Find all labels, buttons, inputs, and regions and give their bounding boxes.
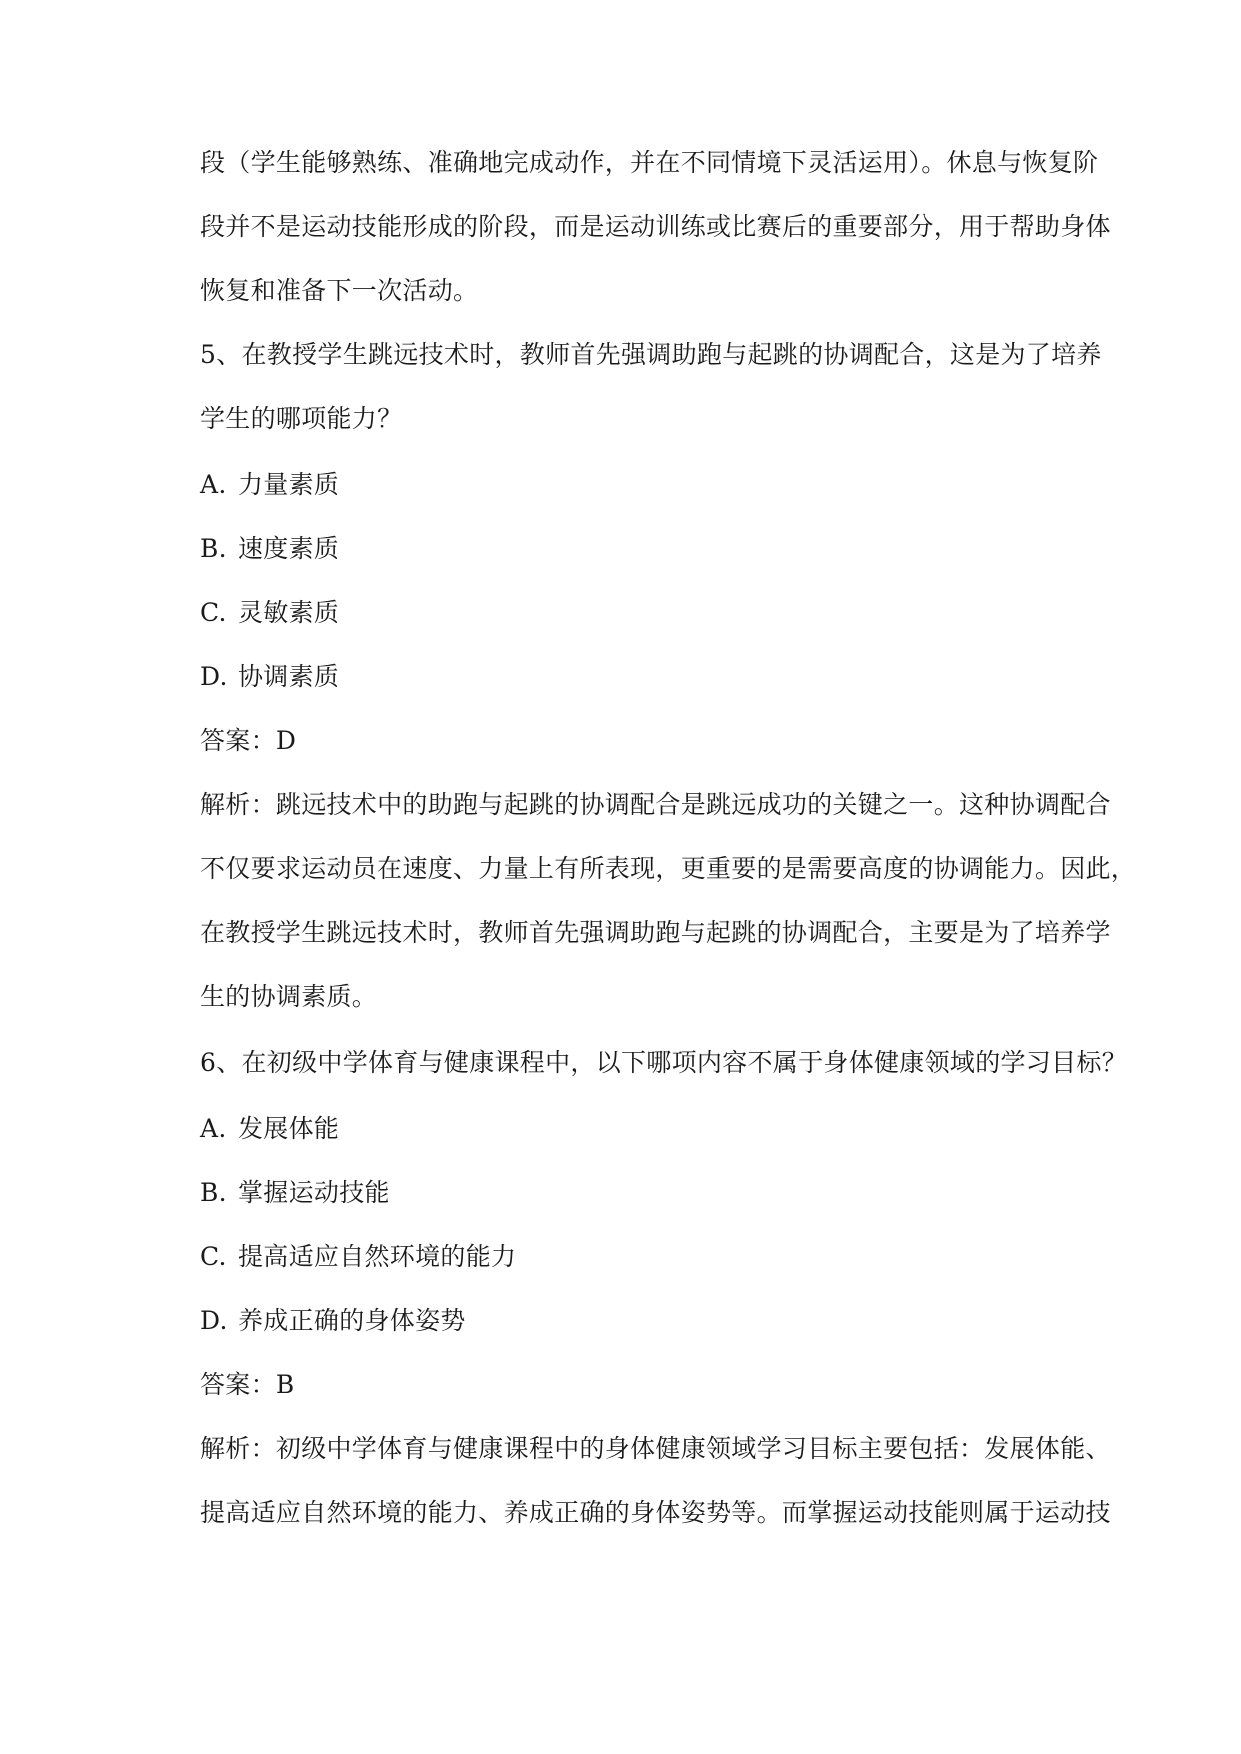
analysis-line: 解析：跳远技术中的助跑与起跳的协调配合是跳远成功的关键之一。这种协调配合: [200, 790, 1111, 819]
text-line: 段（学生能够熟练、准确地完成动作，并在不同情境下灵活运用）。休息与恢复阶: [200, 148, 1099, 177]
option-text: 掌握运动技能: [238, 1178, 390, 1207]
option-label: B.: [200, 1178, 227, 1207]
analysis-line: 提高适应自然环境的能力、养成正确的身体姿势等。而掌握运动技能则属于运动技: [200, 1498, 1111, 1527]
option-text: 协调素质: [238, 662, 340, 691]
option-label: C.: [200, 1242, 227, 1271]
option-c: [200, 596, 1141, 630]
question-5-stem: 学生的哪项能力？: [200, 404, 403, 433]
option-text: 养成正确的身体姿势: [238, 1306, 466, 1335]
option-text: 力量素质: [238, 470, 340, 499]
option-label: D.: [200, 662, 228, 691]
option-label: B.: [200, 534, 227, 563]
option-b: [200, 1176, 1141, 1210]
text-line: 段并不是运动技能形成的阶段，而是运动训练或比赛后的重要部分，用于帮助身体: [200, 212, 1111, 241]
analysis-line: 生的协调素质。: [200, 982, 378, 1011]
analysis-line: 在教授学生跳远技术时，教师首先强调助跑与起跳的协调配合，主要是为了培养学: [200, 918, 1111, 947]
option-text: 提高适应自然环境的能力: [238, 1242, 517, 1271]
option-text: 速度素质: [238, 534, 340, 563]
option-text: 灵敏素质: [238, 598, 340, 627]
option-a: [200, 468, 1141, 502]
option-b: [200, 532, 1141, 566]
option-d: [200, 1304, 1141, 1338]
analysis-line: 解析：初级中学体育与健康课程中的身体健康领域学习目标主要包括：发展体能、: [200, 1434, 1111, 1463]
answer: 答案：B: [200, 1370, 295, 1399]
text-line: 恢复和准备下一次活动。: [200, 276, 479, 305]
option-label: A.: [200, 470, 227, 499]
analysis-line: 不仅要求运动员在速度、力量上有所表现，更重要的是需要高度的协调能力。因此，: [200, 854, 1137, 883]
question-5-stem: 5、在教授学生跳远技术时，教师首先强调助跑与起跳的协调配合，这是为了培养: [200, 340, 1102, 369]
question-6-stem: 6、在初级中学体育与健康课程中，以下哪项内容不属于身体健康领域的学习目标？: [200, 1048, 1128, 1077]
option-label: C.: [200, 598, 227, 627]
answer: 答案：D: [200, 726, 297, 755]
option-text: 发展体能: [238, 1114, 340, 1143]
option-d: [200, 660, 1141, 694]
option-a: [200, 1112, 1141, 1146]
option-c: [200, 1240, 1141, 1274]
option-label: A.: [200, 1114, 227, 1143]
option-label: D.: [200, 1306, 228, 1335]
